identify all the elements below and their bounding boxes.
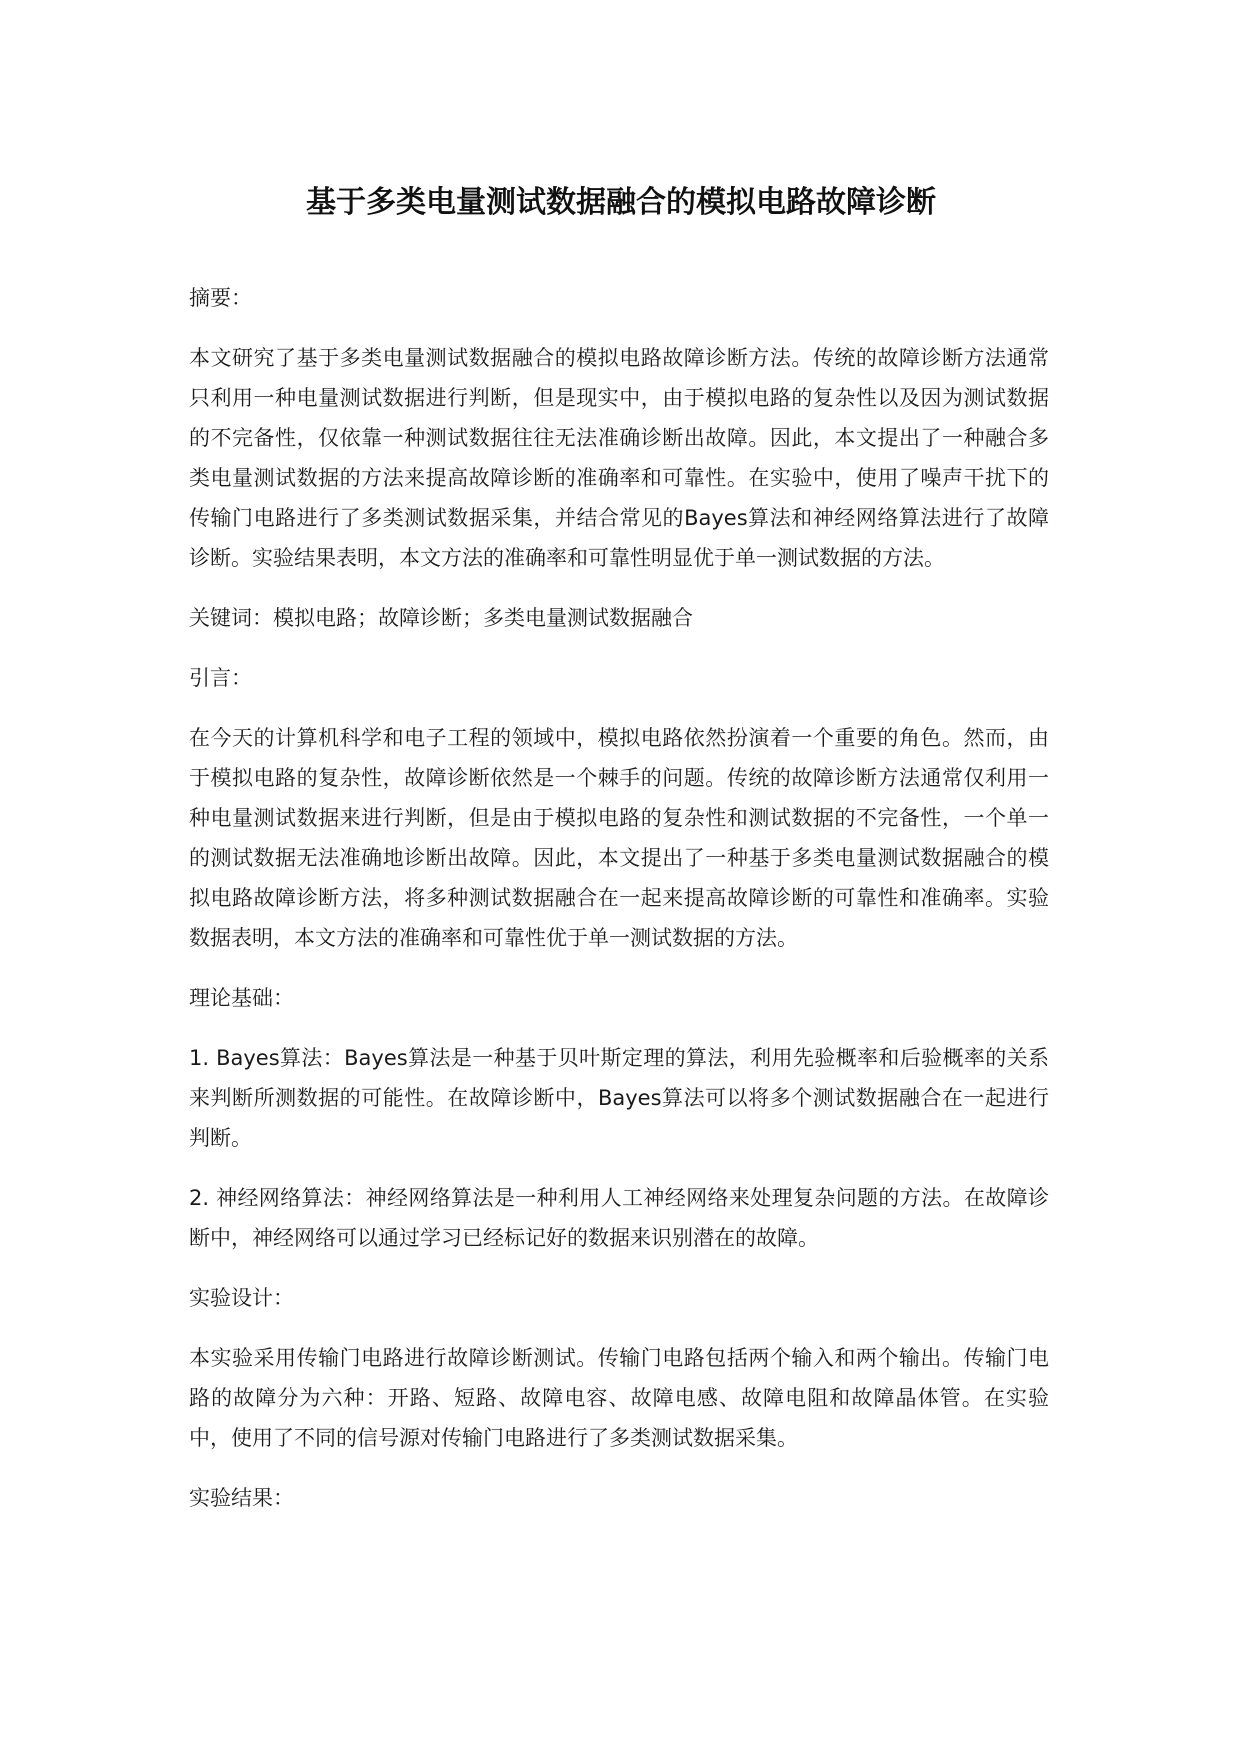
intro-paragraph: 在今天的计算机科学和电子工程的领域中，模拟电路依然扮演着一个重要的角色。然而，由于模拟电路的复杂性，故障诊断依然是一个棘手的问题。传统的故障诊断方法通常仅利用一种电量测试数据来进行判断，但是由于模拟电路的复杂性和测试数据的不完备性，一个单一的测试数据无法准确地诊断出故障。因此，本文提出了一种基于多类电量测试数据融合的模拟电路故障诊断方法，将多种测试数据融合在一起来提高故障诊断的可靠性和准确率。实验数据表明，本文方法的准确率和可靠性优于单一测试数据的方法。: [189, 726, 1049, 950]
keywords-line: 关键词：模拟电路；故障诊断；多类电量测试数据融合: [189, 606, 693, 630]
abstract-paragraph: 本文研究了基于多类电量测试数据融合的模拟电路故障诊断方法。传统的故障诊断方法通常只利用一种电量测试数据进行判断，但是现实中，由于模拟电路的复杂性以及因为测试数据的不完备性，仅依靠一种测试数据往往无法准确诊断出故障。因此，本文提出了一种融合多类电量测试数据的方法来提高故障诊断的准确率和可靠性。在实验中，使用了噪声干扰下的传输门电路进行了多类测试数据采集，并结合常见的Bayes算法和神经网络算法进行了故障诊断。实验结果表明，本文方法的准确率和可靠性明显优于单一测试数据的方法。: [189, 346, 1049, 570]
theory-heading: 理论基础：: [189, 986, 294, 1010]
design-heading: 实验设计：: [189, 1286, 294, 1310]
design-paragraph: 本实验采用传输门电路进行故障诊断测试。传输门电路包括两个输入和两个输出。传输门电路的故障分为六种：开路、短路、故障电容、故障电感、故障电阻和故障晶体管。在实验中，使用了不同的信号源对传输门电路进行了多类测试数据采集。: [189, 1346, 1049, 1450]
intro-heading: 引言：: [189, 666, 252, 690]
document-title: 基于多类电量测试数据融合的模拟电路故障诊断: [306, 185, 936, 220]
abstract-heading: 摘要：: [189, 286, 252, 310]
results-heading: 实验结果：: [189, 1486, 294, 1510]
theory-item-neural-network: 2. 神经网络算法：神经网络算法是一种利用人工神经网络来处理复杂问题的方法。在故障诊断中，神经网络可以通过学习已经标记好的数据来识别潜在的故障。: [189, 1186, 1049, 1250]
theory-item-bayes: 1. Bayes算法：Bayes算法是一种基于贝叶斯定理的算法，利用先验概率和后验概率的关系来判断所测数据的可能性。在故障诊断中，Bayes算法可以将多个测试数据融合在一起进行判断。: [189, 1046, 1049, 1150]
